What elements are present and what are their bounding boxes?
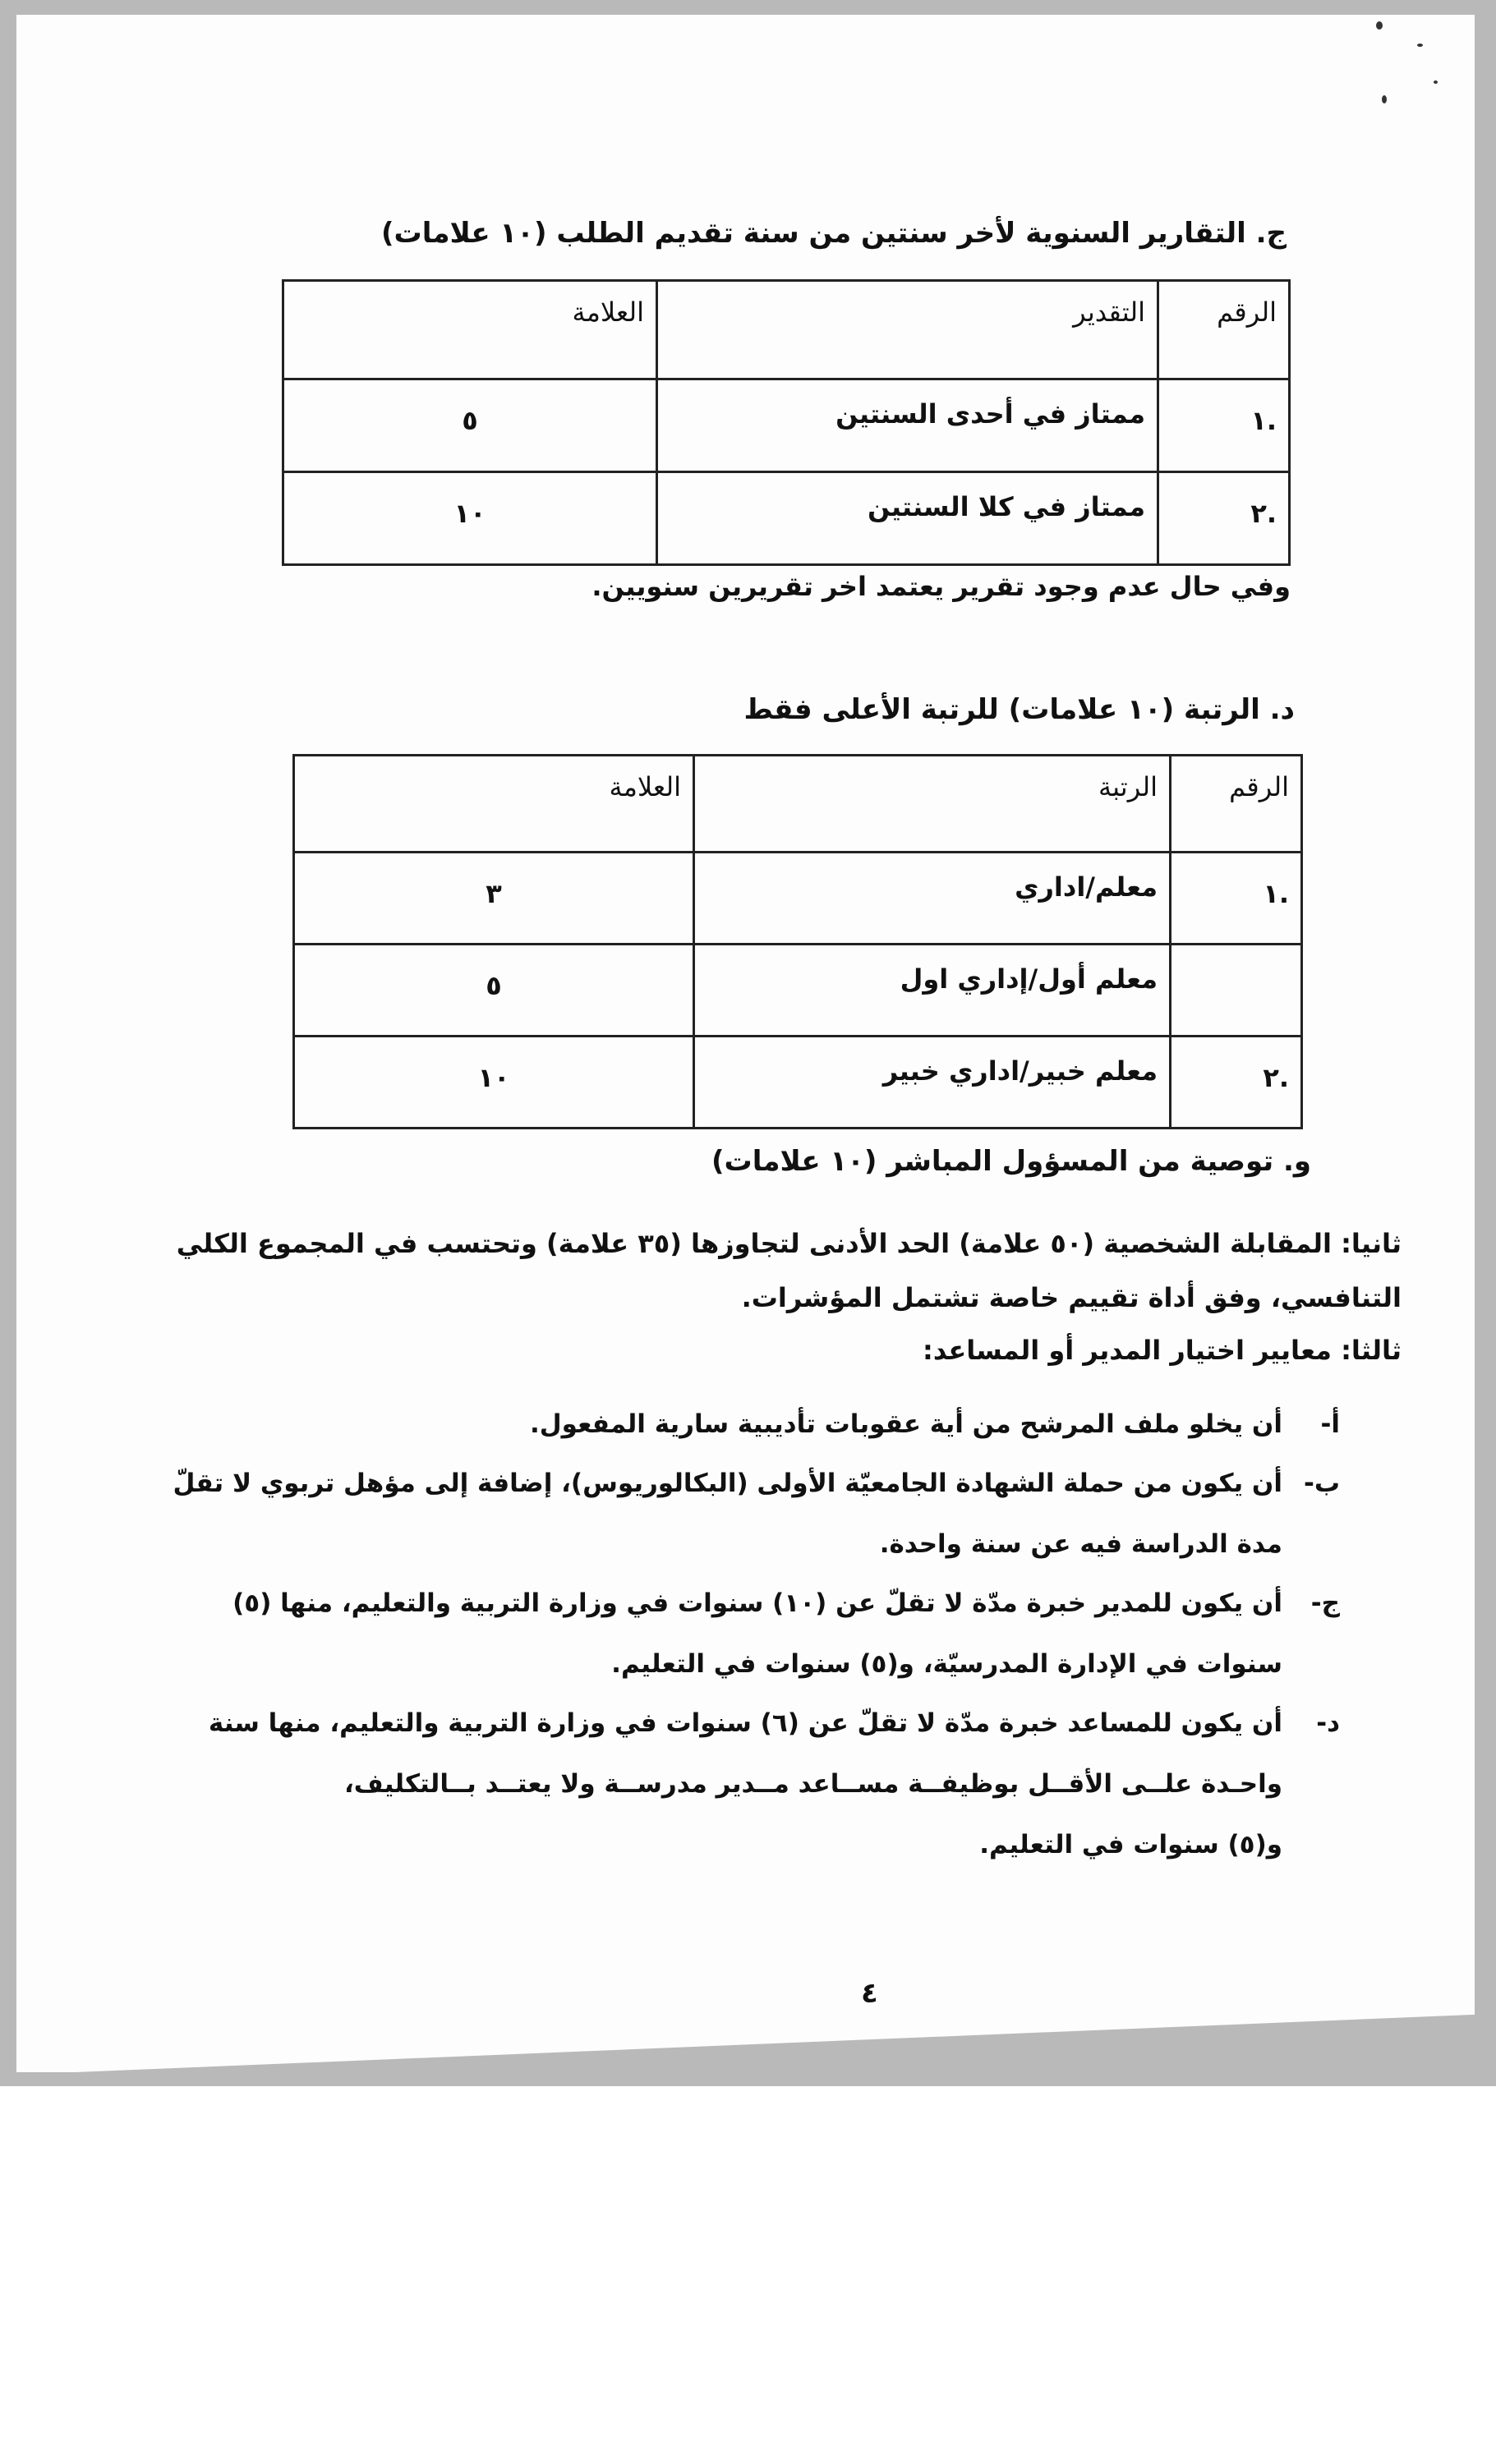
item-text: سنوات في الإدارة المدرسيّة، و(٥) سنوات في التعليم. [611, 1649, 1282, 1679]
item-marker: ب- [1303, 1469, 1340, 1498]
scan-speck [1417, 44, 1423, 47]
criteria-item-b [58, 1465, 1340, 1562]
item-text: واحـدة علــى الأقــل بوظيفــة مســاعد مــدير مدرســة ولا يعتــد بــالتكليف، [344, 1769, 1282, 1799]
second-line-2: التنافسي، وفق أداة تقييم خاصة تشتمل المؤشرات. [741, 1282, 1402, 1313]
table-row [294, 945, 1302, 1037]
row-score: ٣ [294, 853, 694, 945]
table-header-row [283, 281, 1290, 379]
row-number [1171, 945, 1302, 1037]
criteria-item-c [58, 1585, 1340, 1682]
rank-table [292, 754, 1303, 1129]
row-score: ٥ [294, 945, 694, 1037]
item-text: و(٥) سنوات في التعليم. [979, 1830, 1282, 1859]
table-row [283, 472, 1290, 565]
header-rating: التقدير [657, 281, 1158, 379]
row-number: .٢ [1158, 472, 1290, 565]
item-text: أن يكون للمدير خبرة مدّة لا تقلّ عن (١٠) سنوات في وزارة التربية والتعليم، منها (٥) [232, 1588, 1282, 1618]
row-score: ١٠ [283, 472, 657, 565]
item-marker: د- [1316, 1708, 1340, 1738]
header-number: الرقم [1158, 281, 1290, 379]
row-description: معلم/اداري [694, 853, 1171, 945]
criteria-item-a [58, 1406, 1340, 1442]
third-heading: ثالثا: معايير اختيار المدير أو المساعد: [923, 1335, 1402, 1366]
row-description: معلم أول/إداري اول [694, 945, 1171, 1037]
header-number: الرقم [1171, 756, 1302, 853]
section-c-note: وفي حال عدم وجود تقرير يعتمد اخر تقريرين سنويين. [591, 571, 1291, 602]
row-score: ٥ [283, 379, 657, 472]
scan-speck [1376, 21, 1383, 30]
scan-speck [1434, 80, 1438, 84]
annual-reports-table [282, 279, 1291, 566]
item-text: مدة الدراسة فيه عن سنة واحدة. [879, 1529, 1282, 1559]
second-line-1: ثانيا: المقابلة الشخصية (٥٠ علامة) الحد الأدنى لتجاوزها (٣٥ علامة) وتحتسب في المجموع الكلي [176, 1228, 1402, 1259]
row-score: ١٠ [294, 1037, 694, 1129]
item-marker: أ- [1320, 1409, 1340, 1439]
row-description: ممتاز في كلا السنتين [657, 472, 1158, 565]
section-w-heading: و. توصية من المسؤول المباشر (١٠ علامات) [711, 1145, 1311, 1178]
table-header-row [294, 756, 1302, 853]
row-number: .٢ [1171, 1037, 1302, 1129]
row-number: .١ [1158, 379, 1290, 472]
header-score: العلامة [294, 756, 694, 853]
item-text: أن يكون للمساعد خبرة مدّة لا تقلّ عن (٦) سنوات في وزارة التربية والتعليم، منها سنة [208, 1708, 1282, 1738]
row-description: معلم خبير/اداري خبير [694, 1037, 1171, 1129]
section-c-heading: ج. التقارير السنوية لأخر سنتين من سنة تقديم الطلب (١٠ علامات) [381, 217, 1287, 250]
row-description: ممتاز في أحدى السنتين [657, 379, 1158, 472]
scan-speck [1382, 95, 1387, 103]
table-row [294, 853, 1302, 945]
section-d-heading: د. الرتبة (١٠ علامات) للرتبة الأعلى فقط [743, 693, 1295, 726]
page-number: ٤ [861, 1977, 878, 2010]
table-row [283, 379, 1290, 472]
row-number: .١ [1171, 853, 1302, 945]
header-rank: الرتبة [694, 756, 1171, 853]
header-score: العلامة [283, 281, 657, 379]
item-marker: ج- [1310, 1588, 1340, 1618]
item-text: أن يكون من حملة الشهادة الجامعيّة الأولى (البكالوريوس)، إضافة إلى مؤهل تربوي لا تقلّ [173, 1469, 1282, 1498]
criteria-list [58, 1406, 1340, 1886]
item-text: أن يخلو ملف المرشح من أية عقوبات تأديبية سارية المفعول. [529, 1409, 1282, 1439]
criteria-item-d [58, 1705, 1340, 1863]
table-row [294, 1037, 1302, 1129]
